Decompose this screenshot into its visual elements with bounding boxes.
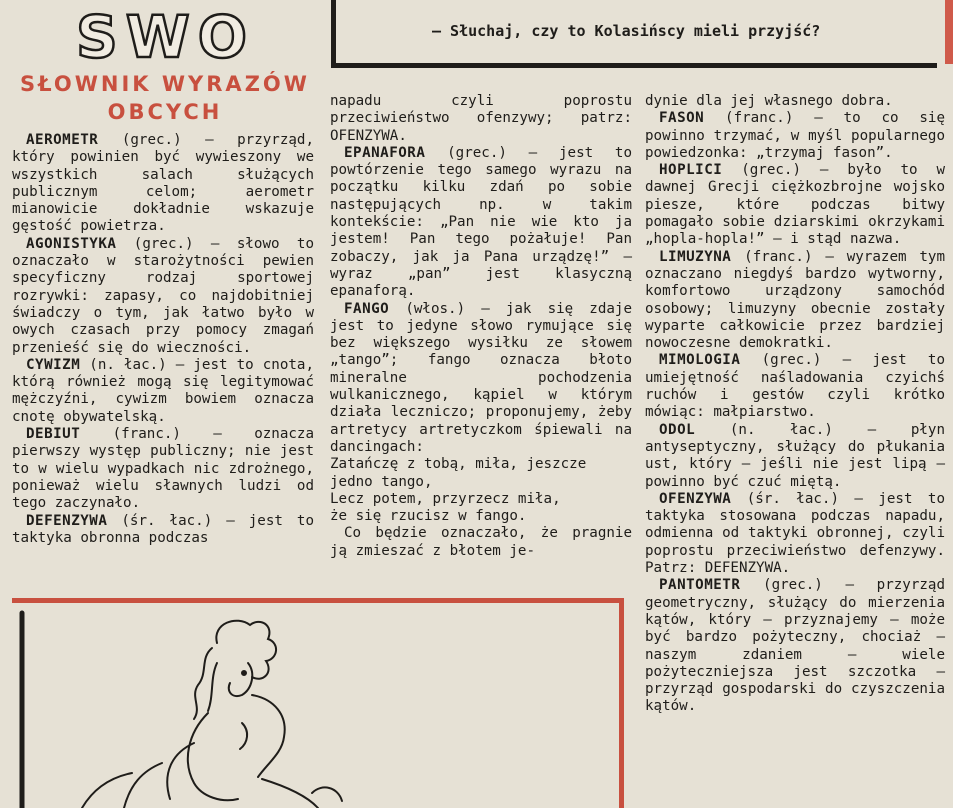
dictionary-title: SŁOWNIK WYRAZÓW OBCYCH (20, 72, 310, 124)
entry-term: CYWIZM (26, 356, 81, 373)
entry-definition: (n. łac.) — płyn antyseptyczny, służący do płukania ust, który — jeśli nie jest lipą — powinno być czuć miętą. (645, 421, 945, 490)
entry-term: DEFENZYWA (26, 512, 108, 529)
column-3 (645, 93, 945, 716)
entry-term: DEBIUT (26, 426, 81, 443)
cartoon-illustration (12, 598, 624, 808)
cartoon-drawing (12, 603, 619, 808)
entry-term: FASON (659, 110, 705, 127)
entry-agonistyka (12, 236, 314, 357)
entry-definition: (śr. łac.) — jest to taktyka stosowana podczas napadu, odmienna od taktyki obronnej, czyli poprostu przeciwieństwo defenzywy. Patrz: DEFENZYWA. (645, 490, 945, 577)
entry-definition: (franc.) — oznacza pierwszy występ publiczny; nie jest to w wielu wypadkach nic zdrożnego, ponieważ wielu sławnych ludzi od tego zaczynało. (12, 426, 314, 512)
column-2 (330, 93, 632, 560)
entry-aerometr (12, 132, 314, 236)
entry-term: HOPLICI (659, 162, 723, 179)
entry-limuzyna (645, 249, 945, 353)
entry-definition: (grec.) — przyrząd, który powinien być wywieszony we wszystkich salach służących publicznym celom; aerometr mianowicie dokładnie wskazuje gęstość powietrza. (12, 132, 314, 235)
entry-defenzywa (12, 513, 314, 548)
column-1 (12, 132, 314, 547)
entry-term: LIMUZYNA (659, 248, 732, 265)
verse-line: Lecz potem, przyrzecz miła, (330, 490, 561, 507)
entry-mimologia (645, 352, 945, 421)
entry-definition: (n. łac.) — jest to cnota, którą również mogą się legitymować mężczyźni, cywizm bowiem oznacza cnotę obywatelską. (12, 356, 314, 425)
entry-hoplici (645, 162, 945, 248)
entry-cywizm (12, 357, 314, 426)
entry-definition: (franc.) — to co się powinno trzymać, w myśl popularnego powiedzonka: „trzymaj fason”. (645, 110, 945, 161)
entry-odol (645, 422, 945, 491)
entry-definition: (włos.) — jak się zdaje jest to jedyne słowo rymujące się bez większego wysiłku ze słowem „tango”; fango oznacza błoto mineralne pochodzenia wulkanicznego, kąpiel w którym działa leczniczo; proponujemy, żeby artretycy artretyczkom śpiewali na dancingach: (330, 300, 632, 455)
continued-text: napadu czyli poprostu przeciwieństwo ofenzywy; patrz: OFENZYWA. (330, 93, 632, 144)
entry-definition: (franc.) — wyrazem tym oznaczano niegdyś bardzo wytworny, komfortowo urządzony samochód osobowy; limuzyny obecnie zostały wyparte całkowicie przez bardziej nowoczesne demokratki. (645, 248, 945, 352)
entry-definition: (grec.) — słowo to oznaczało w starożytności pewien specyficzny rodzaj sportowej rozrywki: zapasy, co najdobitniej świadczy o tym, jak łatwo było w owych czasach przy pomocy zmagań przenieść się do wieczności. (12, 235, 314, 356)
entry-term: OFENZYWA (659, 490, 732, 507)
entry-fason (645, 110, 945, 162)
verse-line: jedno tango, (330, 473, 433, 490)
entry-definition: (grec.) — przyrząd geometryczny, służący do mierzenia kątów, który — przyznajemy — może być bardzo pożyteczny, chociaż — naszym zdaniem — wiele pożyteczniejsza jest szczotka — przyrząd gospodarski do czyszczenia kątów. (645, 577, 945, 715)
entry-epanafora (330, 145, 632, 301)
entry-fango (330, 301, 632, 457)
verse-line: że się rzucisz w fango. (330, 508, 527, 525)
entry-definition: (grec.) — jest to umiejętność naśladowania czyichś ruchów i gestów czyli krótko mówiąc: małpiarstwo. (645, 352, 945, 421)
continued-text: dynie dla jej własnego dobra. (645, 93, 893, 109)
entry-term: EPANAFORA (344, 144, 426, 161)
cartoon-caption-box (331, 0, 937, 68)
cartoon-caption: — Słuchaj, czy to Kolasińscy mieli przyjść? (432, 22, 821, 40)
entry-term: MIMOLOGIA (659, 352, 741, 369)
entry-term: AGONISTYKA (26, 235, 117, 252)
verse-line: Zatańczę z tobą, miła, jeszcze (330, 456, 587, 473)
entry-definition: (grec.) — było to w dawnej Grecji ciężkozbrojne wojsko piesze, które podczas bitwy pomagało sobie dziarskimi okrzykami „hopla-hopla!” — i stąd nazwa. (645, 162, 945, 248)
entry-debiut (12, 426, 314, 512)
entry-term: ODOL (659, 421, 696, 438)
entry-term: AEROMETR (26, 132, 99, 148)
entry-pantometr (645, 577, 945, 715)
swo-logo: SWO (76, 3, 256, 71)
entry-term: FANGO (344, 300, 390, 317)
entry-definition: (śr. łac.) — jest to taktyka obronna podczas (12, 512, 314, 546)
entry-term: PANTOMETR (659, 577, 741, 594)
caption-red-accent (945, 0, 953, 64)
masthead (0, 0, 330, 130)
fango-tail-text: Co będzie oznaczało, że pragnie ją zmieszać z błotem je- (330, 525, 632, 559)
entry-ofenzywa (645, 491, 945, 577)
entry-definition: (grec.) — jest to powtórzenie tego samego wyrazu na początku kilku zdań po sobie następujących np. w takim kontekście: „Pan nie wie kto ja jestem! Pan tego pożałuje! Pan zobaczy, jak ja Pana urządzę!” — wyraz „pan” jest klasyczną epanaforą. (330, 144, 632, 300)
